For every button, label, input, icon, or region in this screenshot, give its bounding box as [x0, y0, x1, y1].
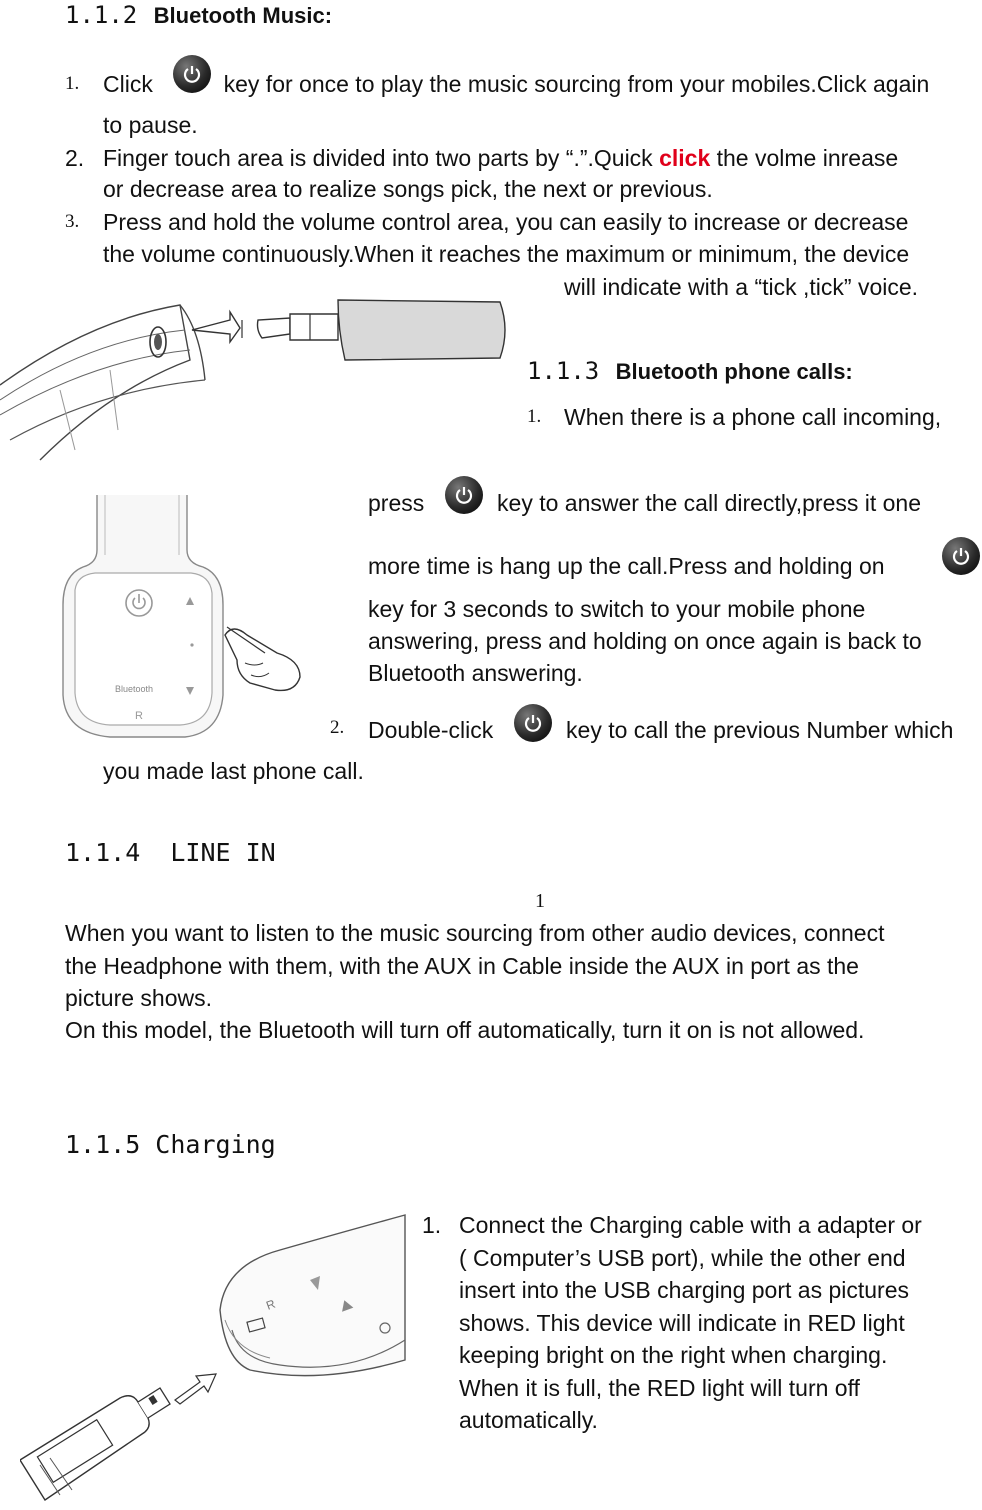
music-item-3-line-1: Press and hold the volume control area, you can easily to increase or decrease [103, 209, 909, 235]
music-item-3-line-2: the volume continuously.When it reaches the maximum or minimum, the device [103, 241, 910, 267]
calls-item-1-line-6: Bluetooth answering. [368, 660, 583, 686]
svg-text:R: R [264, 1296, 278, 1313]
list-number: 1. [65, 73, 80, 94]
charging-line: shows. This device will indicate in RED light [459, 1310, 905, 1336]
charging-item-1-number: 1. [422, 1212, 442, 1238]
charging-line: insert into the USB charging port as pictures [459, 1277, 910, 1303]
calls-item-1-line-5: answering, press and holding on once again is back to [368, 628, 922, 654]
item-text: Finger touch area is divided into two parts by “.”.Quick [103, 145, 653, 171]
section-number: 1.1.2 [65, 1, 138, 29]
music-item-2-line-2: or decrease area to realize songs pick, the next or previous. [103, 176, 713, 202]
item-text: the volme inrease [716, 145, 899, 171]
calls-item-2-number: 2. [330, 717, 345, 738]
charging-line: When it is full, the RED light will turn off [459, 1375, 860, 1401]
device-bluetooth-logo: Bluetooth [115, 684, 154, 694]
music-item-3-number: 3. [65, 211, 80, 232]
charging-line: Connect the Charging cable with a adapter or [459, 1212, 922, 1238]
item-text: key for once to play the music sourcing from your mobiles.Click again [223, 71, 930, 97]
power-key-icon [445, 476, 483, 514]
item-text: key to answer the call directly,press it one [497, 490, 922, 517]
item-text: more time is hang up the call.Press and holding on [368, 553, 885, 579]
power-key-icon [173, 55, 211, 93]
click-highlight: click [659, 145, 711, 171]
aux-jack-figure [0, 290, 510, 465]
section-title: Bluetooth Music: [153, 3, 333, 28]
item-text: key to call the previous Number which [566, 717, 954, 744]
charging-line: keeping bright on the right when charging. [459, 1342, 888, 1368]
line-in-para-1-line-2: the Headphone with them, with the AUX in Cable inside the AUX in port as the [65, 953, 859, 979]
usb-charging-figure [20, 1210, 410, 1510]
line-in-para-1-line-3: picture shows. [65, 985, 213, 1011]
calls-item-1-line-4: key for 3 seconds to switch to your mobile phone [368, 596, 866, 622]
item-text: Double-click [368, 717, 494, 744]
charging-line: ( Computer’s USB port), while the other end [459, 1245, 906, 1271]
music-item-2-number: 2. [65, 145, 85, 171]
calls-item-2-line-2: you made last phone call. [103, 758, 364, 784]
calls-item-1-number: 1. [527, 406, 542, 427]
calls-item-2-line-1 [368, 713, 953, 751]
section-number: 1.1.3 [527, 357, 600, 385]
calls-item-1-line-1: When there is a phone call incoming, [564, 404, 942, 430]
item-text: press [368, 490, 425, 517]
calls-item-1-line-3 [368, 551, 885, 581]
music-item-1-line-1 [103, 66, 929, 105]
power-key-icon [942, 537, 980, 575]
section-1-1-4-heading: 1.1.4 LINE IN [65, 838, 276, 867]
device-r-label: R [135, 710, 143, 722]
line-in-para-2: On this model, the Bluetooth will turn off automatically, turn it on is not allowed. [65, 1017, 865, 1043]
earcup-touch-figure [55, 495, 315, 745]
line-in-para-1-line-1: When you want to listen to the music sourcing from other audio devices, connect [65, 920, 885, 946]
page-number: 1 [535, 890, 545, 912]
power-key-icon [514, 704, 552, 742]
charging-line: automatically. [459, 1407, 598, 1433]
music-item-1 [65, 66, 79, 99]
calls-item-1-line-2 [368, 486, 921, 524]
section-title: Bluetooth phone calls: [615, 359, 853, 384]
section-1-1-3-heading [527, 356, 853, 387]
section-1-1-2-heading [65, 0, 332, 31]
section-1-1-5-heading: 1.1.5 Charging [65, 1130, 276, 1159]
music-item-2-line-1 [103, 143, 898, 173]
item-text: Click [103, 71, 153, 97]
music-item-1-line-2: to pause. [103, 112, 198, 138]
music-item-3-line-3: will indicate with a “tick ,tick” voice. [564, 274, 919, 300]
